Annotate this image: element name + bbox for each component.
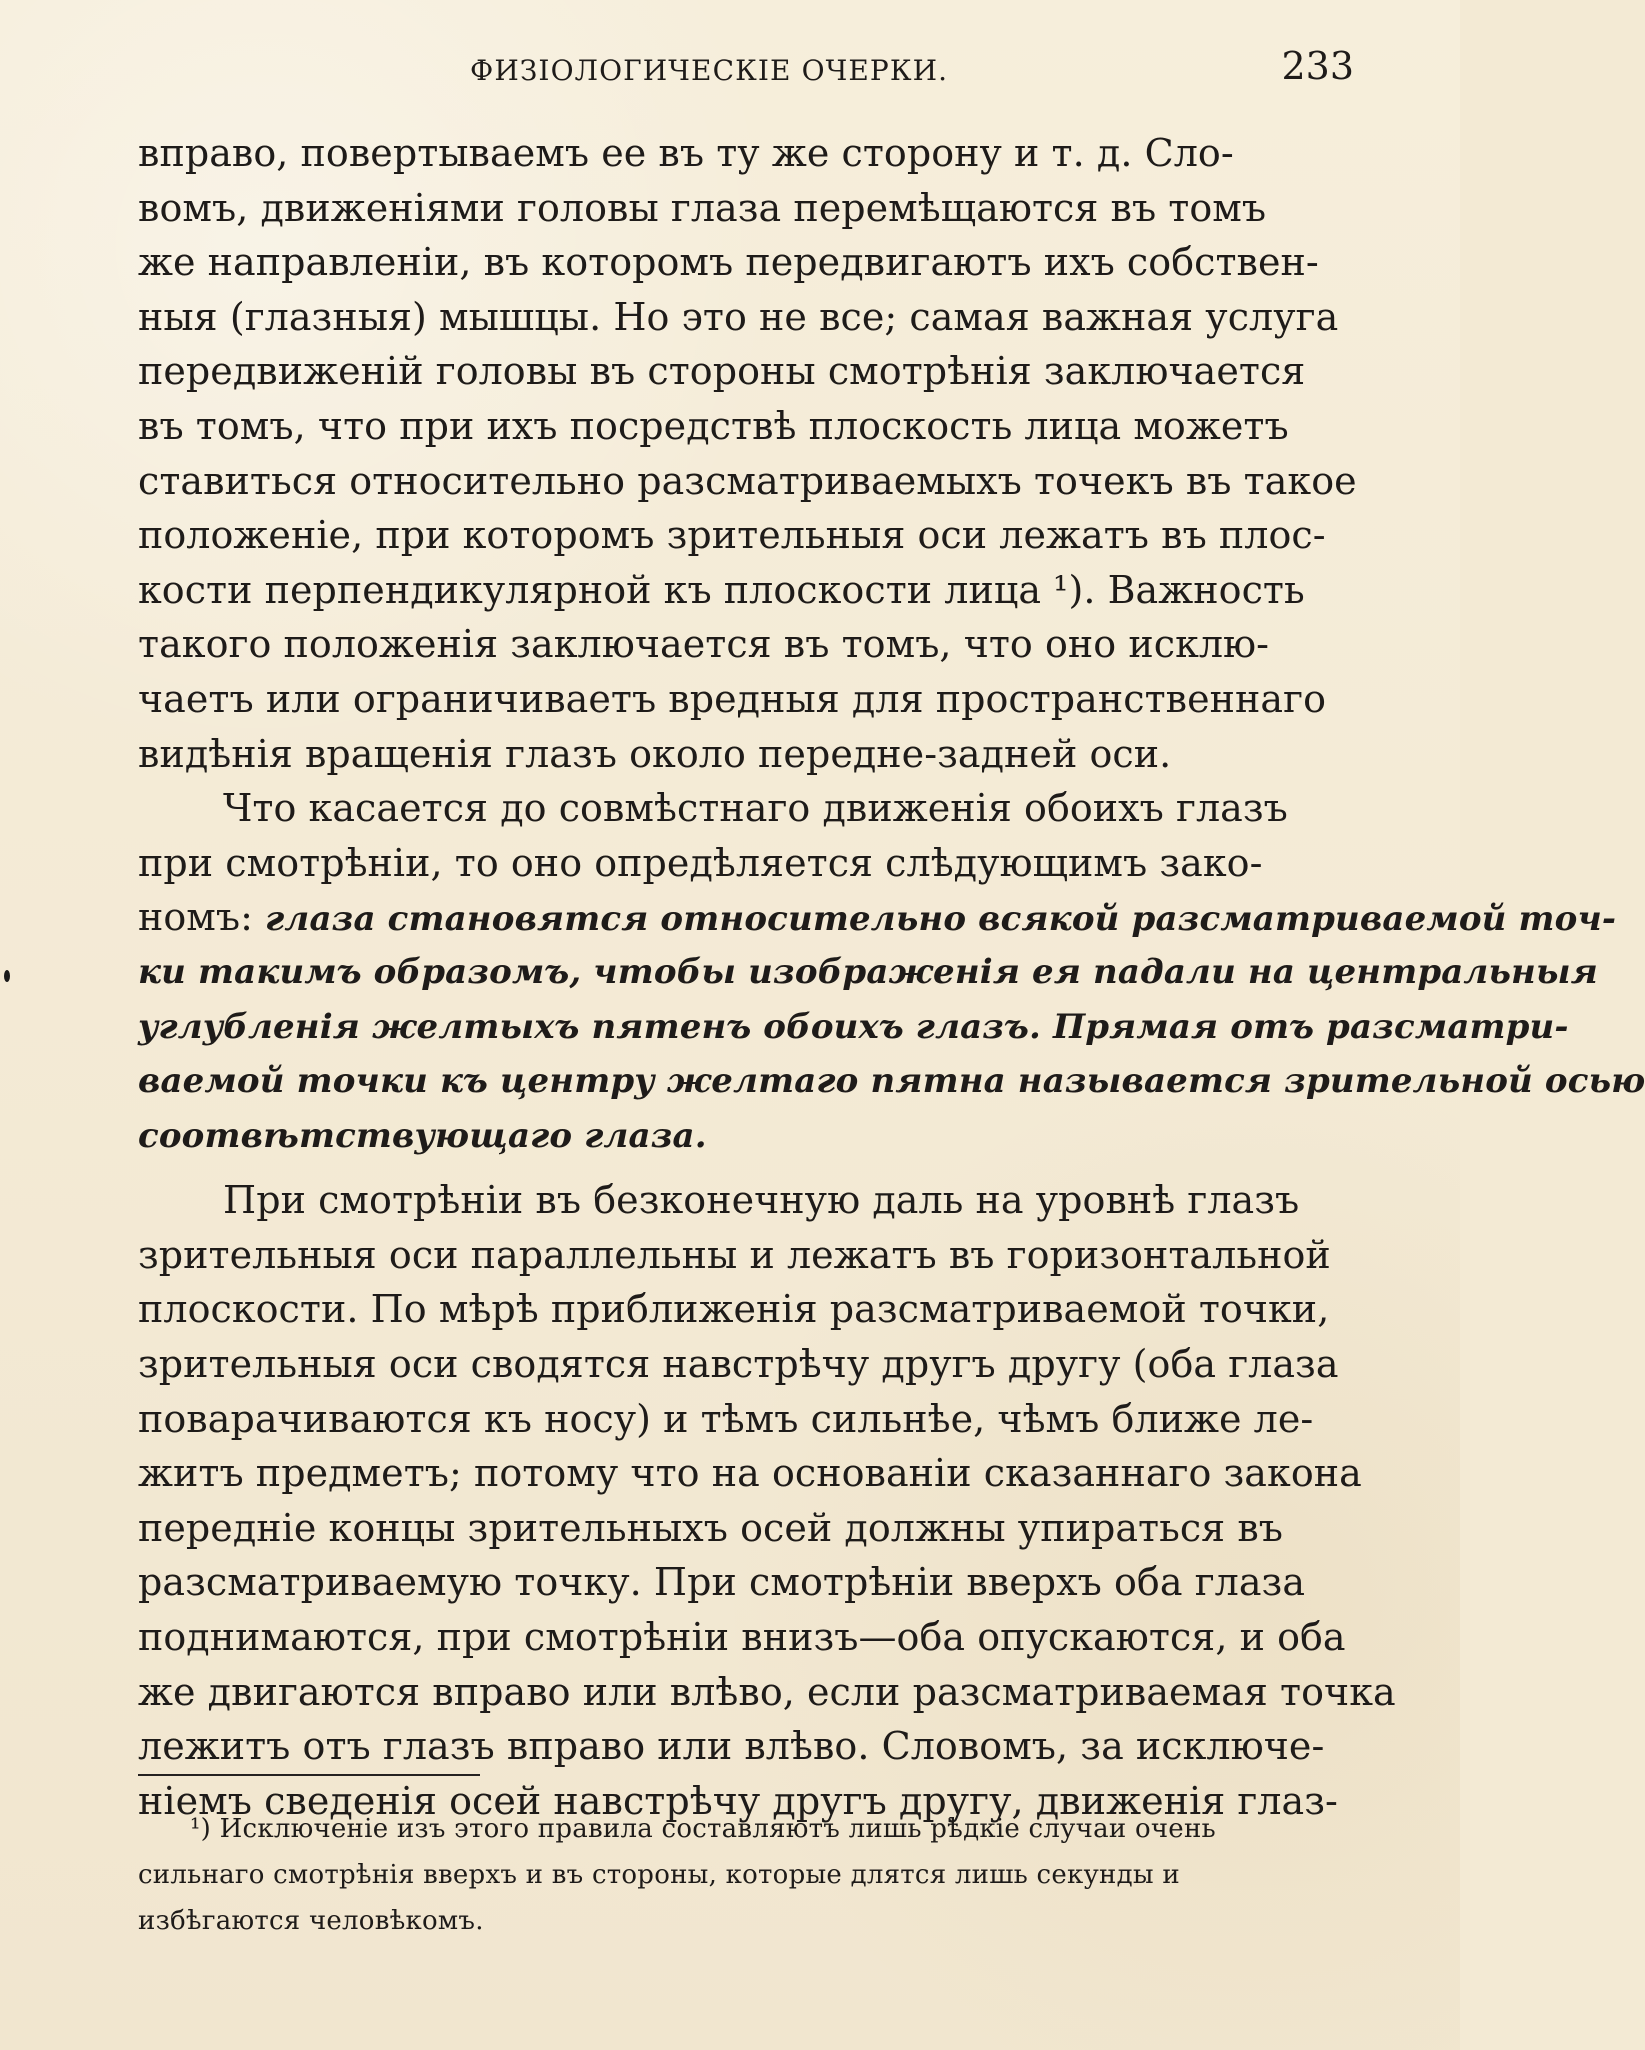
text-line: зрительныя оси сводятся навстрѣчу другъ другу (оба глаза (138, 1342, 1339, 1387)
text-line: же двигаются вправо или влѣво, если разсматриваемая точка (138, 1669, 1396, 1714)
text-line: же направленіи, въ которомъ передвигаютъ ихъ собствен- (138, 240, 1319, 285)
text-line: ныя (глазныя) мышцы. Но это не все; самая важная услуга (138, 294, 1339, 339)
paragraph-2 (138, 781, 1645, 1163)
normal-text: номъ: (138, 895, 253, 940)
text-line: разсматриваемую точку. При смотрѣніи вверхъ оба глаза (138, 1560, 1306, 1605)
running-title: ФИЗІОЛОГИЧЕСКІЕ ОЧЕРКИ. (470, 54, 949, 87)
text-line: поднимаются, при смотрѣніи внизъ—оба опускаются, и оба (138, 1615, 1346, 1660)
page-header (130, 42, 1360, 102)
footnote-line: ¹) Исключеніе изъ этого правила составляютъ лишь рѣдкіе случаи очень (190, 1814, 1216, 1844)
italic-text-line: ки такимъ образомъ, чтобы изображенія ея падали на центральныя (138, 951, 1598, 992)
main-text (138, 126, 1645, 1828)
text-line: кости перпендикулярной къ плоскости лица ¹). Важность (138, 567, 1305, 612)
text-line: ніемъ сведенія осей навстрѣчу другъ другу, движенія глаз- (138, 1778, 1338, 1823)
footnote-line: избѣгаются человѣкомъ. (138, 1906, 484, 1936)
italic-text-line: ваемой точки къ центру желтаго пятна называется зрительной осью (138, 1061, 1645, 1102)
text-line: ставиться относительно разсматриваемыхъ точекъ въ такое (138, 458, 1357, 503)
page-number: 233 (1281, 44, 1354, 88)
text-line: вправо, повертываемъ ее въ ту же сторону и т. д. Сло- (138, 131, 1234, 175)
italic-text-line: соотвѣтствующаго глаза. (138, 1115, 707, 1156)
paragraph-3 (138, 1173, 1396, 1828)
text-line: положеніе, при которомъ зрительныя оси лежатъ въ плос- (138, 513, 1326, 558)
text-line: плоскости. По мѣрѣ приближенія разсматриваемой точки, (138, 1287, 1330, 1332)
text-line: поварачиваются къ носу) и тѣмъ сильнѣе, чѣмъ ближе ле- (138, 1396, 1314, 1441)
text-line: въ томъ, что при ихъ посредствѣ плоскость лица можетъ (138, 403, 1289, 448)
footnote-line: сильнаго смотрѣнія вверхъ и въ стороны, которые длятся лишь секунды и (138, 1860, 1180, 1890)
text-line: Что касается до совмѣстнаго движенія обоихъ глазъ (223, 786, 1288, 831)
text-line: вомъ, движеніями головы глаза перемѣщаются въ томъ (138, 185, 1267, 230)
text-line: При смотрѣніи въ безконечную даль на уровнѣ глазъ (223, 1178, 1300, 1223)
footnote (138, 1806, 1362, 1944)
mixed-text-line (138, 890, 1617, 945)
text-line: видѣнія вращенія глазъ около передне-задней оси. (138, 731, 1172, 776)
footnote-rule (138, 1774, 480, 1776)
text-line: житъ предметъ; потому что на основаніи сказаннаго закона (138, 1451, 1362, 1496)
text-line: передвиженій головы въ стороны смотрѣнія заключается (138, 349, 1306, 394)
text-line: чаетъ или ограничиваетъ вредныя для пространственнаго (138, 676, 1326, 721)
paragraph-1 (138, 126, 1362, 781)
text-line: зрительныя оси параллельны и лежатъ въ горизонтальной (138, 1232, 1331, 1277)
paragraph-gap (138, 1163, 1362, 1173)
text-line: при смотрѣніи, то оно опредѣляется слѣдующимъ зако- (138, 840, 1263, 885)
text-line: лежитъ отъ глазъ вправо или влѣво. Словомъ, за исключе- (138, 1724, 1325, 1769)
italic-text-line: углубленія желтыхъ пятенъ обоихъ глазъ. Прямая отъ разсматри- (138, 1006, 1569, 1047)
text-line: передніе концы зрительныхъ осей должны упираться въ (138, 1505, 1283, 1550)
margin-mark (4, 970, 10, 982)
text-line: такого положенія заключается въ томъ, что оно исклю- (138, 622, 1270, 667)
italic-text: глаза становятся относительно всякой разсматриваемой точ- (265, 899, 1617, 940)
